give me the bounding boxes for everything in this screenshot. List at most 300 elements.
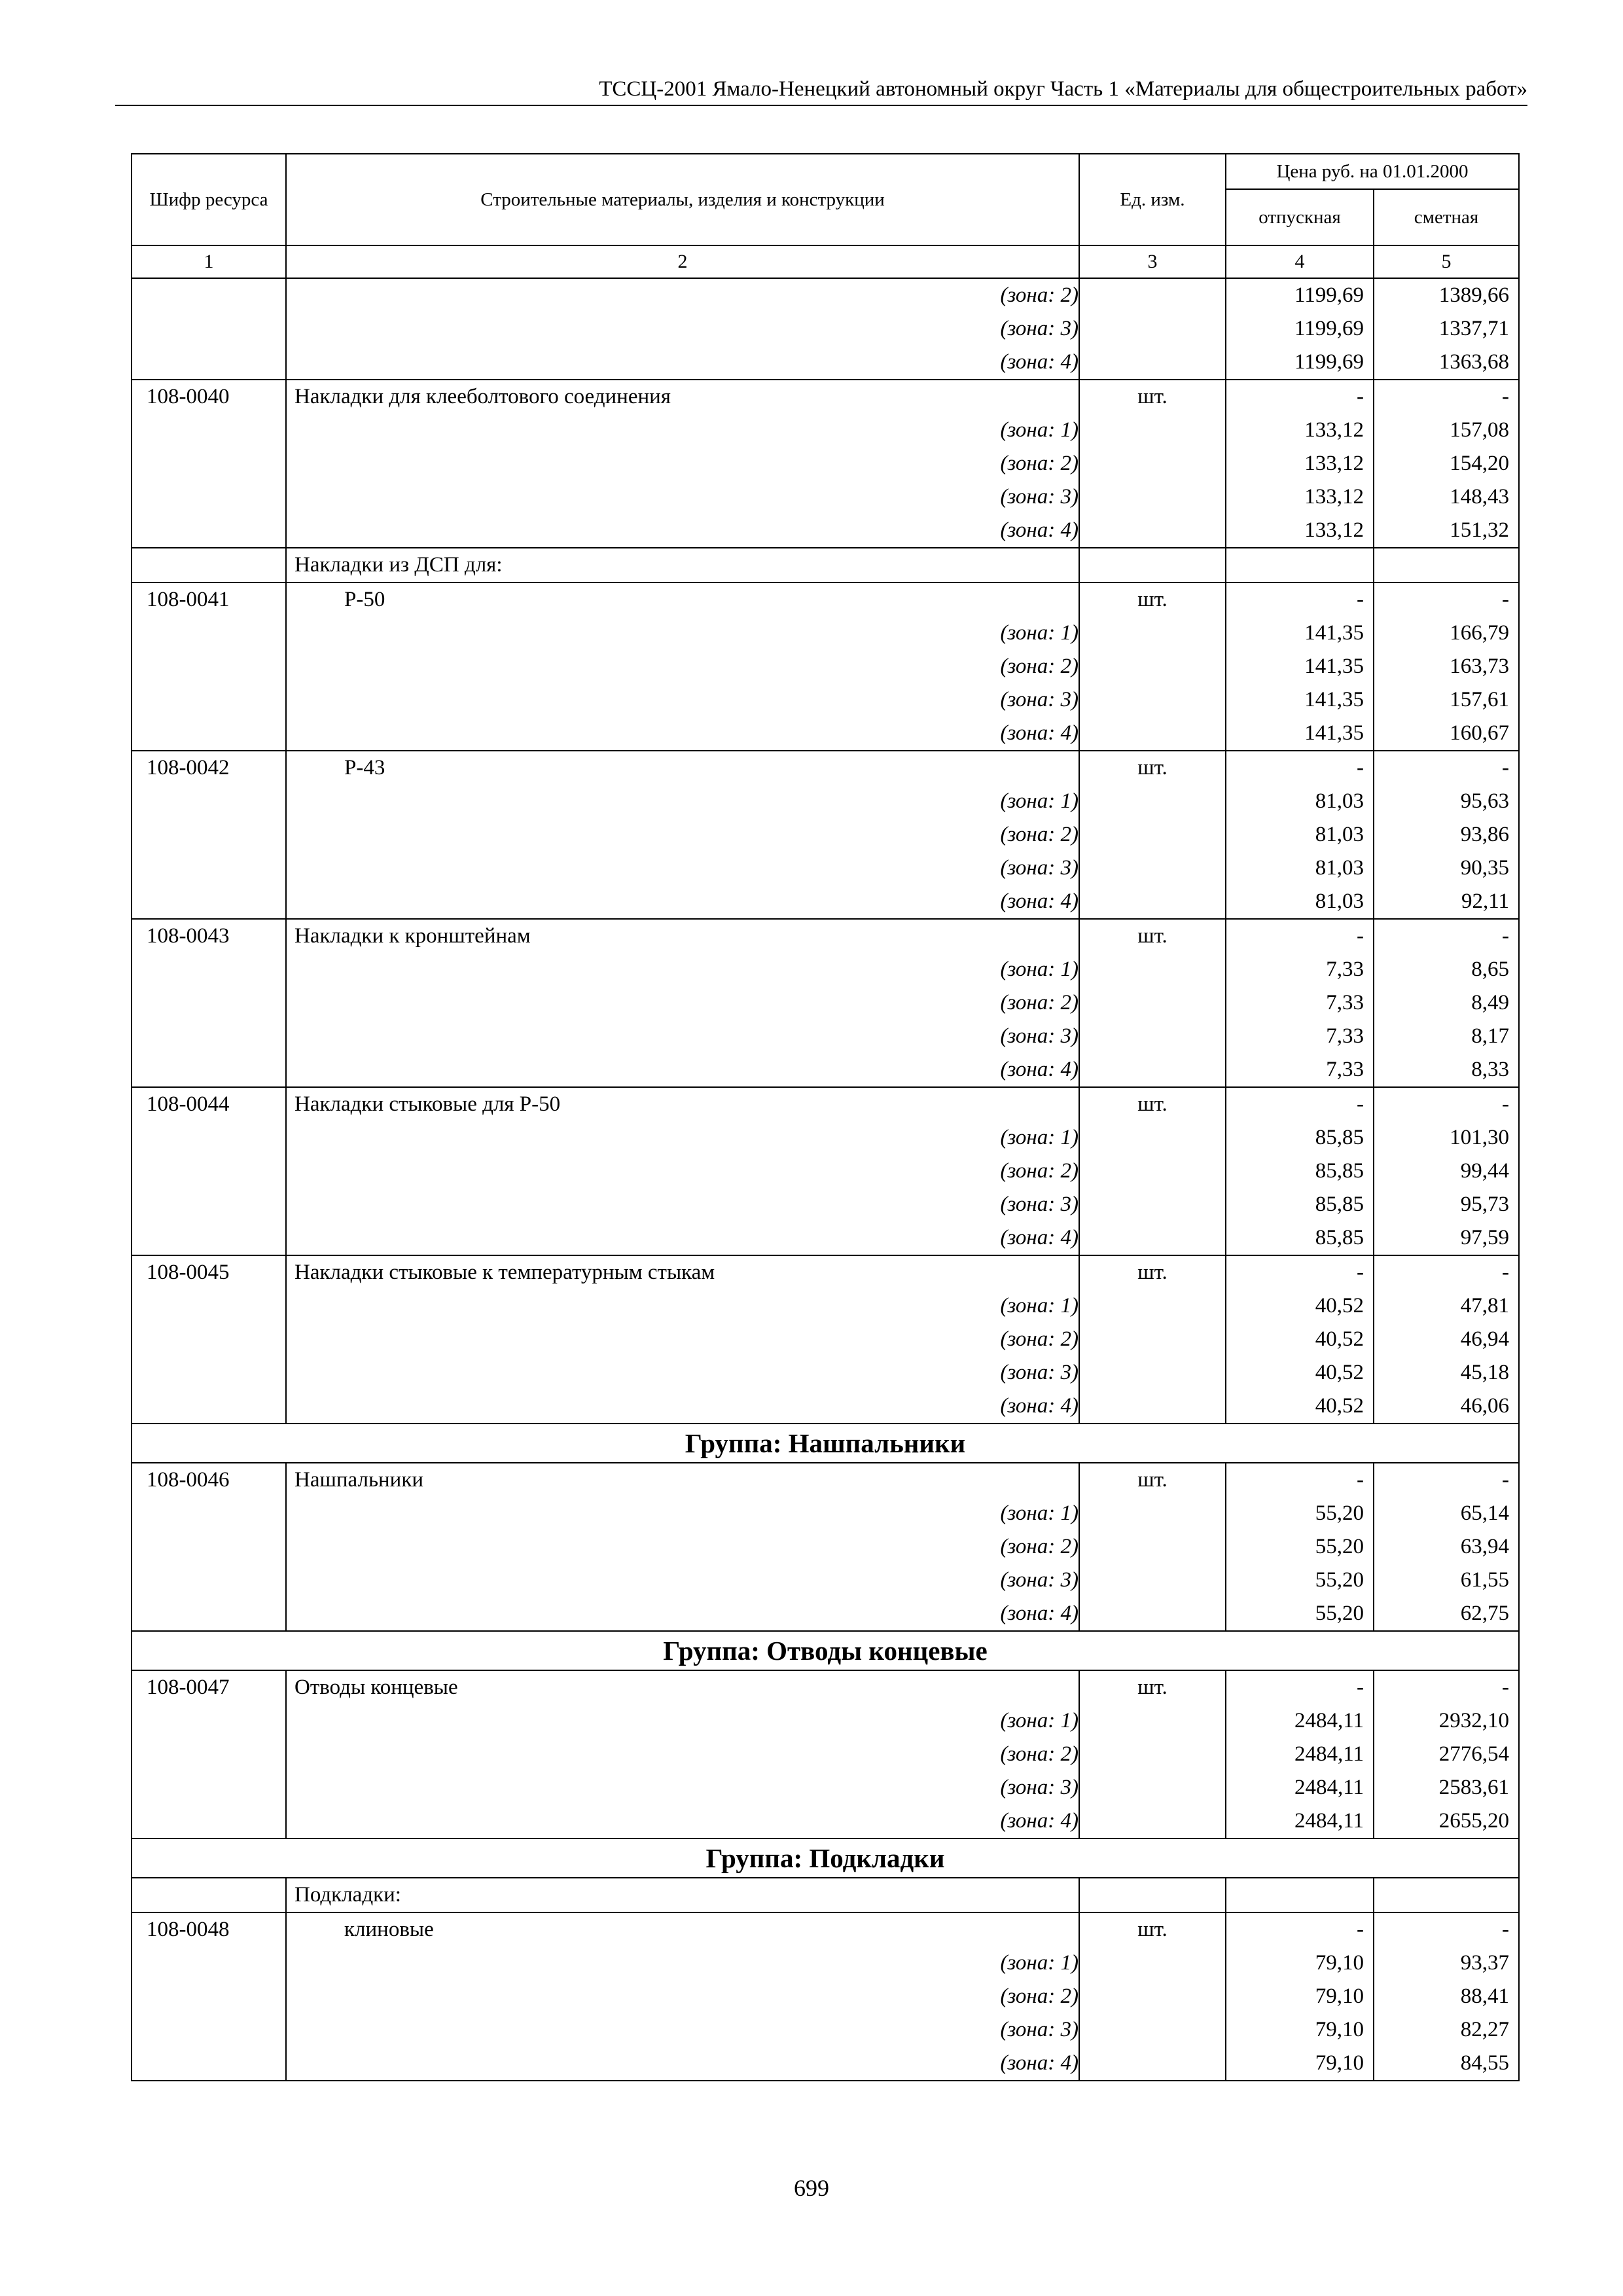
zone-label: (зона: 3) [286,683,1079,717]
estimate-price: 62,75 [1374,1597,1519,1631]
estimate-price: 148,43 [1374,480,1519,514]
unit-cell [1079,683,1226,717]
release-price: 1199,69 [1226,278,1374,312]
estimate-price: 2776,54 [1374,1738,1519,1771]
resource-code [132,1878,286,1912]
price-table [131,153,1520,2081]
release-price: 55,20 [1226,1597,1374,1631]
unit-cell: шт. [1079,1670,1226,1704]
zone-row [132,1497,1519,1530]
group-header-row [132,1424,1519,1463]
zone-label: (зона: 2) [286,650,1079,683]
unit-cell [1079,1804,1226,1839]
unit-cell [1079,1738,1226,1771]
zone-row [132,1390,1519,1424]
unit-cell [1079,2047,1226,2081]
group-title: Группа: Подкладки [132,1839,1519,1878]
unit-cell [1079,1188,1226,1221]
unit-cell [1079,1946,1226,1980]
release-price: 85,85 [1226,1221,1374,1255]
release-price [1226,548,1374,583]
unit-cell [1079,1497,1226,1530]
unit-cell [1079,852,1226,885]
estimate-price: - [1374,1463,1519,1497]
unit-cell [1079,346,1226,380]
zone-label: (зона: 1) [286,1497,1079,1530]
resource-code [132,1704,286,1738]
release-price: 81,03 [1226,852,1374,885]
release-price: 7,33 [1226,986,1374,1020]
column-number-row [132,245,1519,278]
zone-row [132,650,1519,683]
release-price: 81,03 [1226,785,1374,818]
unit-cell [1079,650,1226,683]
material-name: Отводы концевые [286,1670,1079,1704]
estimate-price: 154,20 [1374,447,1519,480]
unit-cell [1079,1704,1226,1738]
zone-label: (зона: 2) [286,1980,1079,2013]
release-price: 85,85 [1226,1121,1374,1155]
zone-label: (зона: 3) [286,312,1079,346]
estimate-price: 63,94 [1374,1530,1519,1564]
resource-code: 108-0048 [132,1912,286,1946]
release-price: 79,10 [1226,2047,1374,2081]
zone-row [132,1564,1519,1597]
zone-row [132,1356,1519,1390]
item-row [132,1087,1519,1121]
estimate-price: - [1374,583,1519,617]
zone-row [132,1020,1519,1053]
zone-row [132,617,1519,650]
zone-row [132,852,1519,885]
zone-label: (зона: 4) [286,717,1079,751]
release-price: 55,20 [1226,1530,1374,1564]
zone-label: (зона: 3) [286,1771,1079,1804]
zone-row [132,1221,1519,1255]
unit-cell [1079,1323,1226,1356]
zone-row [132,1289,1519,1323]
estimate-price: 82,27 [1374,2013,1519,2047]
estimate-price: - [1374,1087,1519,1121]
unit-cell: шт. [1079,1255,1226,1289]
release-price: 2484,11 [1226,1771,1374,1804]
release-price: 2484,11 [1226,1704,1374,1738]
resource-code [132,480,286,514]
zone-row [132,346,1519,380]
resource-code [132,414,286,447]
resource-code [132,278,286,312]
header-release-price: отпускная [1226,189,1374,245]
estimate-price: 92,11 [1374,885,1519,919]
unit-cell [1079,1980,1226,2013]
resource-code [132,447,286,480]
table-header [132,154,1519,278]
estimate-price: 1337,71 [1374,312,1519,346]
release-price: 85,85 [1226,1188,1374,1221]
material-name: Р-43 [286,751,1079,785]
release-price: 79,10 [1226,1980,1374,2013]
column-number: 2 [286,245,1079,278]
unit-cell [1079,1530,1226,1564]
release-price: - [1226,1670,1374,1704]
column-number: 1 [132,245,286,278]
resource-code [132,986,286,1020]
material-name: Накладки стыковые для Р-50 [286,1087,1079,1121]
estimate-price: 1389,66 [1374,278,1519,312]
zone-label: (зона: 2) [286,1530,1079,1564]
zone-label: (зона: 3) [286,2013,1079,2047]
unit-cell [1079,548,1226,583]
zone-label: (зона: 4) [286,885,1079,919]
release-price: - [1226,919,1374,953]
estimate-price: 46,06 [1374,1390,1519,1424]
zone-row [132,1597,1519,1631]
estimate-price: 46,94 [1374,1323,1519,1356]
group-header-row [132,1631,1519,1670]
estimate-price: 95,73 [1374,1188,1519,1221]
item-row [132,1912,1519,1946]
zone-label: (зона: 2) [286,818,1079,852]
zone-label: (зона: 3) [286,852,1079,885]
release-price: 7,33 [1226,953,1374,986]
release-price: 40,52 [1226,1323,1374,1356]
zone-row [132,785,1519,818]
zone-label: (зона: 1) [286,617,1079,650]
resource-code [132,548,286,583]
zone-row [132,1155,1519,1188]
unit-cell [1079,414,1226,447]
estimate-price: 2932,10 [1374,1704,1519,1738]
resource-code [132,2047,286,2081]
zone-label: (зона: 4) [286,1053,1079,1087]
zone-label: (зона: 1) [286,785,1079,818]
resource-code [132,312,286,346]
estimate-price: 65,14 [1374,1497,1519,1530]
resource-code [132,1121,286,1155]
estimate-price: 61,55 [1374,1564,1519,1597]
header-name: Строительные материалы, изделия и конструкции [286,154,1079,245]
resource-code [132,885,286,919]
zone-row [132,1946,1519,1980]
estimate-price: 99,44 [1374,1155,1519,1188]
zone-row [132,2047,1519,2081]
resource-code [132,953,286,986]
zone-label: (зона: 1) [286,414,1079,447]
unit-cell: шт. [1079,919,1226,953]
estimate-price: 157,61 [1374,683,1519,717]
release-price: - [1226,583,1374,617]
resource-code [132,514,286,548]
unit-cell [1079,1597,1226,1631]
zone-label: (зона: 4) [286,346,1079,380]
table-body [132,278,1519,2081]
material-name: Нашпальники [286,1463,1079,1497]
release-price: 81,03 [1226,885,1374,919]
unit-cell [1079,785,1226,818]
material-name: Накладки из ДСП для: [286,548,1079,583]
estimate-price: 160,67 [1374,717,1519,751]
estimate-price: - [1374,1670,1519,1704]
unit-cell [1079,617,1226,650]
resource-code [132,346,286,380]
release-price: - [1226,1912,1374,1946]
zone-row [132,683,1519,717]
estimate-price: 88,41 [1374,1980,1519,2013]
resource-code [132,852,286,885]
release-price: 133,12 [1226,480,1374,514]
resource-code: 108-0045 [132,1255,286,1289]
zone-label: (зона: 2) [286,1738,1079,1771]
subheading-row [132,548,1519,583]
subheading-row [132,1878,1519,1912]
zone-label: (зона: 2) [286,986,1079,1020]
unit-cell [1079,1020,1226,1053]
zone-row [132,1771,1519,1804]
resource-code [132,1323,286,1356]
estimate-price: 163,73 [1374,650,1519,683]
unit-cell [1079,514,1226,548]
item-row [132,751,1519,785]
release-price: 7,33 [1226,1053,1374,1087]
release-price: - [1226,380,1374,414]
release-price: 7,33 [1226,1020,1374,1053]
zone-label: (зона: 2) [286,1155,1079,1188]
release-price: 40,52 [1226,1390,1374,1424]
unit-cell [1079,1356,1226,1390]
resource-code [132,1221,286,1255]
resource-code [132,717,286,751]
estimate-price: 1363,68 [1374,346,1519,380]
material-name: Накладки стыковые к температурным стыкам [286,1255,1079,1289]
resource-code [132,1980,286,2013]
material-name: Подкладки: [286,1878,1079,1912]
release-price: 40,52 [1226,1289,1374,1323]
unit-cell [1079,885,1226,919]
unit-cell [1079,1289,1226,1323]
resource-code: 108-0046 [132,1463,286,1497]
zone-label: (зона: 2) [286,447,1079,480]
zone-label: (зона: 1) [286,1704,1079,1738]
zone-row [132,1980,1519,2013]
resource-code [132,1564,286,1597]
zone-row [132,312,1519,346]
zone-row [132,2013,1519,2047]
zone-label: (зона: 1) [286,1946,1079,1980]
release-price [1226,1878,1374,1912]
estimate-price: 95,63 [1374,785,1519,818]
resource-code [132,785,286,818]
zone-label: (зона: 3) [286,480,1079,514]
unit-cell: шт. [1079,1087,1226,1121]
resource-code [132,617,286,650]
header-code: Шифр ресурса [132,154,286,245]
zone-label: (зона: 4) [286,514,1079,548]
zone-row [132,1530,1519,1564]
release-price: 55,20 [1226,1564,1374,1597]
zone-row [132,1323,1519,1356]
zone-row [132,885,1519,919]
unit-cell [1079,1121,1226,1155]
unit-cell: шт. [1079,583,1226,617]
estimate-price: 2655,20 [1374,1804,1519,1839]
material-name: клиновые [286,1912,1079,1946]
resource-code [132,1738,286,1771]
unit-cell [1079,447,1226,480]
estimate-price: - [1374,1912,1519,1946]
estimate-price: - [1374,380,1519,414]
page-number: 699 [794,2175,829,2201]
unit-cell [1079,1771,1226,1804]
release-price: 2484,11 [1226,1804,1374,1839]
zone-label: (зона: 2) [286,278,1079,312]
resource-code [132,1188,286,1221]
resource-code: 108-0047 [132,1670,286,1704]
estimate-price: 93,37 [1374,1946,1519,1980]
zone-row [132,818,1519,852]
release-price: 133,12 [1226,414,1374,447]
release-price: 85,85 [1226,1155,1374,1188]
release-price: 79,10 [1226,1946,1374,1980]
group-title: Группа: Отводы концевые [132,1631,1519,1670]
resource-code: 108-0041 [132,583,286,617]
release-price: 1199,69 [1226,346,1374,380]
release-price: 133,12 [1226,447,1374,480]
estimate-price [1374,548,1519,583]
zone-label: (зона: 4) [286,1221,1079,1255]
resource-code [132,2013,286,2047]
header-estimate-price: сметная [1374,189,1519,245]
column-number: 5 [1374,245,1519,278]
group-title: Группа: Нашпальники [132,1424,1519,1463]
zone-row [132,447,1519,480]
unit-cell [1079,953,1226,986]
unit-cell: шт. [1079,380,1226,414]
zone-label: (зона: 1) [286,1289,1079,1323]
zone-row [132,480,1519,514]
unit-cell [1079,986,1226,1020]
running-header: ТССЦ-2001 Ямало-Ненецкий автономный округ Часть 1 «Материалы для общестроительных работ» [115,73,1527,106]
resource-code: 108-0044 [132,1087,286,1121]
resource-code [132,1390,286,1424]
release-price: 55,20 [1226,1497,1374,1530]
unit-cell: шт. [1079,751,1226,785]
resource-code [132,1155,286,1188]
estimate-price: - [1374,919,1519,953]
estimate-price: - [1374,751,1519,785]
estimate-price: 8,17 [1374,1020,1519,1053]
zone-row [132,414,1519,447]
zone-label: (зона: 3) [286,1020,1079,1053]
release-price: 1199,69 [1226,312,1374,346]
resource-code [132,1597,286,1631]
release-price: - [1226,1255,1374,1289]
item-row [132,380,1519,414]
header-unit: Ед. изм. [1079,154,1226,245]
zone-label: (зона: 4) [286,1804,1079,1839]
item-row [132,1670,1519,1704]
zone-label: (зона: 4) [286,1390,1079,1424]
header-price: Цена руб. на 01.01.2000 [1226,154,1519,189]
zone-label: (зона: 3) [286,1188,1079,1221]
material-name: Накладки для клееболтового соединения [286,380,1079,414]
resource-code: 108-0042 [132,751,286,785]
unit-cell [1079,1053,1226,1087]
estimate-price: - [1374,1255,1519,1289]
release-price: - [1226,751,1374,785]
unit-cell [1079,1221,1226,1255]
unit-cell [1079,818,1226,852]
zone-row [132,1704,1519,1738]
zone-row [132,986,1519,1020]
zone-label: (зона: 1) [286,1121,1079,1155]
resource-code [132,1356,286,1390]
resource-code [132,683,286,717]
item-row [132,919,1519,953]
zone-label: (зона: 2) [286,1323,1079,1356]
unit-cell [1079,1155,1226,1188]
estimate-price: 151,32 [1374,514,1519,548]
zone-row [132,953,1519,986]
unit-cell [1079,1878,1226,1912]
unit-cell: шт. [1079,1463,1226,1497]
release-price: 141,35 [1226,617,1374,650]
estimate-price: 97,59 [1374,1221,1519,1255]
release-price: 141,35 [1226,683,1374,717]
unit-cell [1079,1390,1226,1424]
resource-code: 108-0040 [132,380,286,414]
zone-row [132,1053,1519,1087]
release-price: 79,10 [1226,2013,1374,2047]
release-price: - [1226,1087,1374,1121]
release-price: 141,35 [1226,650,1374,683]
zone-row [132,1188,1519,1221]
estimate-price: 157,08 [1374,414,1519,447]
resource-code [132,1053,286,1087]
column-number: 4 [1226,245,1374,278]
release-price: 40,52 [1226,1356,1374,1390]
item-row [132,1255,1519,1289]
unit-cell [1079,2013,1226,2047]
estimate-price: 101,30 [1374,1121,1519,1155]
material-name: Р-50 [286,583,1079,617]
resource-code: 108-0043 [132,919,286,953]
release-price: 2484,11 [1226,1738,1374,1771]
resource-code [132,650,286,683]
resource-code [132,1771,286,1804]
column-number: 3 [1079,245,1226,278]
release-price: 141,35 [1226,717,1374,751]
zone-row [132,1804,1519,1839]
zone-row [132,514,1519,548]
resource-code [132,1497,286,1530]
item-row [132,583,1519,617]
item-row [132,1463,1519,1497]
estimate-price: 8,49 [1374,986,1519,1020]
zone-row [132,278,1519,312]
estimate-price: 166,79 [1374,617,1519,650]
unit-cell [1079,1564,1226,1597]
estimate-price: 8,65 [1374,953,1519,986]
zone-row [132,1738,1519,1771]
estimate-price: 2583,61 [1374,1771,1519,1804]
unit-cell [1079,717,1226,751]
release-price: - [1226,1463,1374,1497]
release-price: 81,03 [1226,818,1374,852]
unit-cell [1079,278,1226,312]
material-name: Накладки к кронштейнам [286,919,1079,953]
group-header-row [132,1839,1519,1878]
estimate-price: 93,86 [1374,818,1519,852]
